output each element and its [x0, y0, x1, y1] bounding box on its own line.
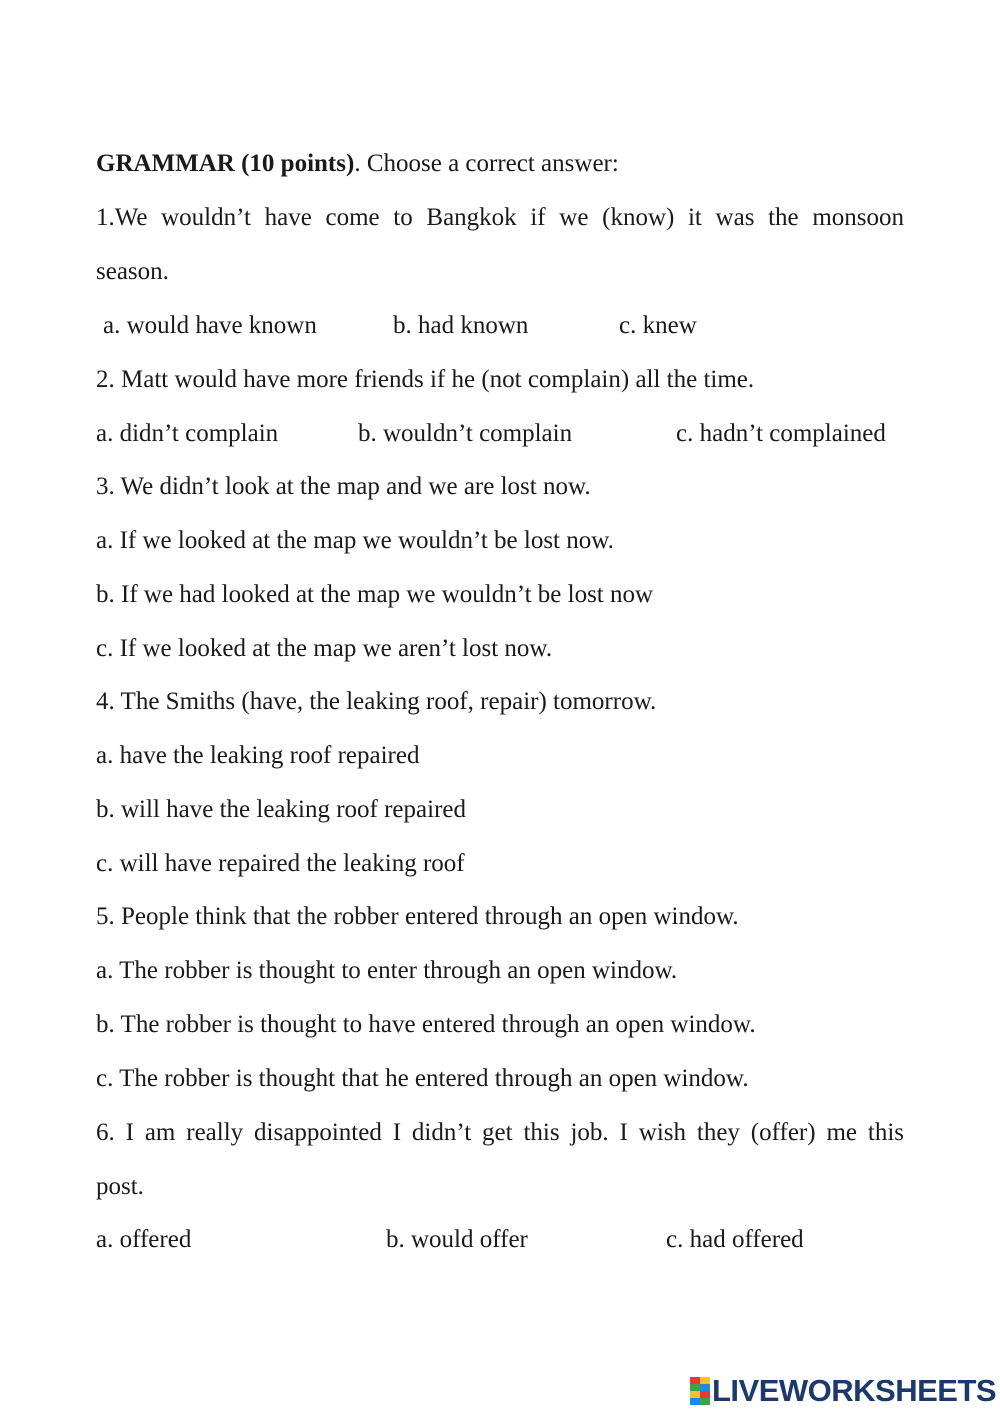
question-2-option-b[interactable]: b. wouldn’t complain — [358, 420, 573, 447]
question-1-text: 1.We wouldn’t have come to Bangkok if we (know) it was the monsoon — [96, 204, 904, 231]
heading-bold: GRAMMAR (10 points) — [96, 150, 355, 177]
question-1-option-b[interactable]: b. had known — [393, 312, 529, 339]
question-4-option-a[interactable]: a. have the leaking roof repaired — [96, 742, 420, 769]
question-2-option-a[interactable]: a. didn’t complain — [96, 420, 279, 447]
section-heading — [96, 149, 619, 179]
question-5-text: 5. People think that the robber entered through an open window. — [96, 903, 739, 930]
question-5-option-a[interactable]: a. The robber is thought to enter through an open window. — [96, 957, 678, 984]
question-3-option-b[interactable]: b. If we had looked at the map we wouldn’t be lost now — [96, 581, 654, 608]
question-3-option-a[interactable]: a. If we looked at the map we wouldn’t be lost now. — [96, 527, 614, 554]
question-4-option-c[interactable]: c. will have repaired the leaking roof — [96, 850, 465, 877]
liveworksheets-logo — [690, 1374, 996, 1408]
question-6-option-c[interactable]: c. had offered — [666, 1226, 804, 1253]
question-1-option-a[interactable]: a. would have known — [103, 312, 317, 339]
question-6-text-cont: post. — [96, 1173, 144, 1200]
question-5-option-c[interactable]: c. The robber is thought that he entered through an open window. — [96, 1065, 749, 1092]
heading-instruction: . Choose a correct answer: — [354, 150, 619, 177]
question-6-text: 6. I am really disappointed I didn’t get this job. I wish they (offer) me this — [96, 1119, 904, 1146]
question-3-text: 3. We didn’t look at the map and we are lost now. — [96, 473, 591, 500]
question-4-option-b[interactable]: b. will have the leaking roof repaired — [96, 796, 466, 823]
question-1-option-c[interactable]: c. knew — [619, 312, 697, 339]
question-5-option-b[interactable]: b. The robber is thought to have entered through an open window. — [96, 1011, 756, 1038]
question-4-text: 4. The Smiths (have, the leaking roof, repair) tomorrow. — [96, 688, 657, 715]
question-3-option-c[interactable]: c. If we looked at the map we aren’t lost now. — [96, 635, 553, 662]
logo-text: LIVEWORKSHEETS — [712, 1373, 997, 1408]
question-6-option-b[interactable]: b. would offer — [386, 1226, 528, 1253]
question-6-option-a[interactable]: a. offered — [96, 1226, 192, 1253]
question-2-text: 2. Matt would have more friends if he (not complain) all the time. — [96, 366, 755, 393]
question-1-text-cont: season. — [96, 258, 169, 285]
question-2-option-c[interactable]: c. hadn’t complained — [676, 420, 886, 447]
logo-icon — [690, 1377, 710, 1405]
